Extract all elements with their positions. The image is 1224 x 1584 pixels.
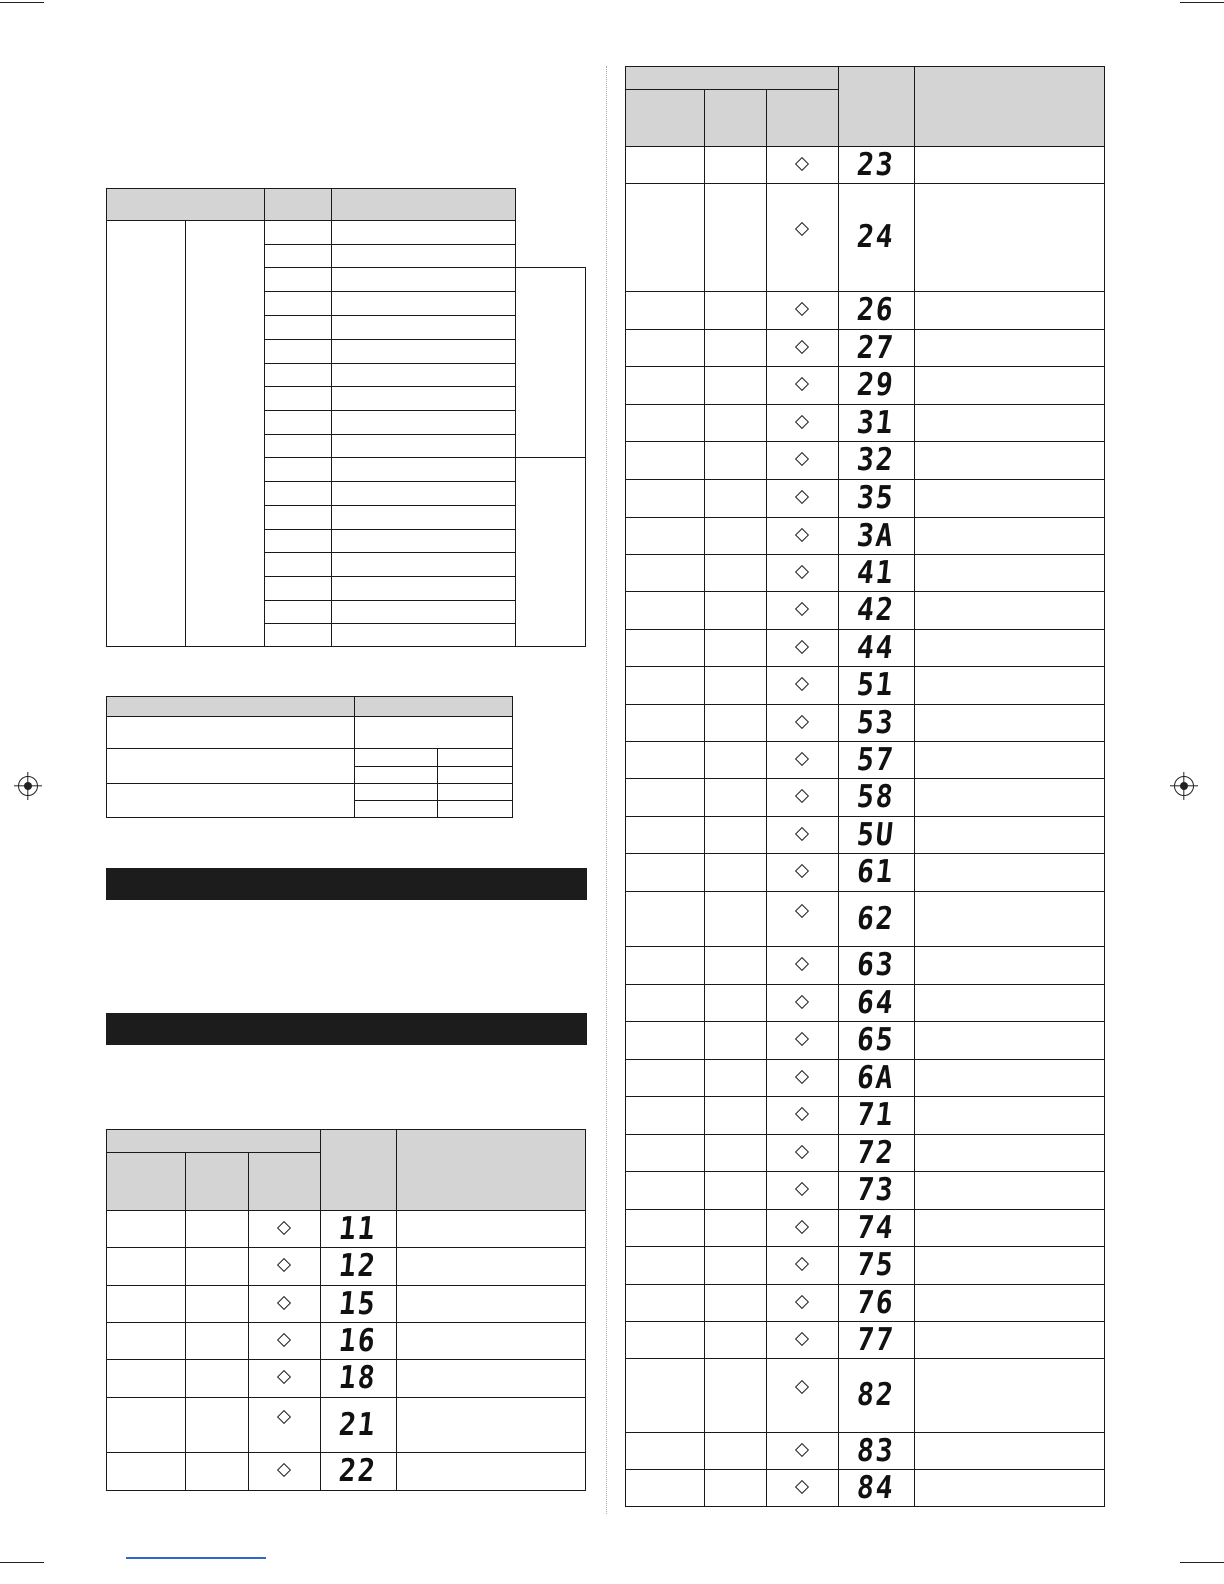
error-code: 57 bbox=[855, 740, 897, 778]
diamond-icon bbox=[766, 1369, 838, 1405]
diamond-icon bbox=[766, 629, 838, 665]
crop-mark-bottom-right bbox=[1180, 1562, 1224, 1563]
error-code: 22 bbox=[337, 1451, 379, 1489]
error-code: 16 bbox=[337, 1321, 379, 1359]
error-code: 65 bbox=[855, 1020, 897, 1058]
diamond-icon bbox=[766, 1246, 838, 1282]
diamond-icon bbox=[766, 1171, 838, 1207]
error-code: 72 bbox=[855, 1133, 897, 1171]
diamond-icon bbox=[766, 1021, 838, 1057]
diamond-icon bbox=[766, 366, 838, 402]
error-code: 18 bbox=[337, 1358, 379, 1396]
section-header-bar-2 bbox=[106, 1013, 587, 1045]
error-code: 44 bbox=[855, 628, 897, 666]
crop-mark-bottom-left bbox=[0, 1562, 44, 1563]
crop-mark-top-left bbox=[0, 2, 44, 3]
error-code: 73 bbox=[855, 1170, 897, 1208]
error-code: 41 bbox=[855, 553, 897, 591]
error-code: 76 bbox=[855, 1283, 897, 1321]
diamond-icon bbox=[766, 946, 838, 982]
error-code: 58 bbox=[855, 777, 897, 815]
diamond-icon bbox=[766, 704, 838, 740]
diamond-icon bbox=[766, 146, 838, 182]
error-code: 32 bbox=[855, 440, 897, 478]
diamond-icon bbox=[766, 291, 838, 327]
diamond-icon bbox=[766, 404, 838, 440]
diamond-icon bbox=[766, 1096, 838, 1132]
error-code: 84 bbox=[855, 1468, 897, 1506]
diamond-icon bbox=[766, 1432, 838, 1468]
footer-rule bbox=[126, 1557, 266, 1559]
diamond-icon bbox=[766, 984, 838, 1020]
error-code: 23 bbox=[855, 145, 897, 183]
diamond-icon bbox=[248, 1452, 320, 1488]
error-code: 77 bbox=[855, 1320, 897, 1358]
section-header-bar-1 bbox=[106, 868, 587, 900]
diamond-icon bbox=[766, 591, 838, 627]
error-code: 51 bbox=[855, 665, 897, 703]
diamond-icon bbox=[766, 329, 838, 365]
error-code: 24 bbox=[855, 217, 897, 255]
error-code: 35 bbox=[855, 478, 897, 516]
error-code: 42 bbox=[855, 590, 897, 628]
diamond-icon bbox=[248, 1247, 320, 1283]
error-code: 75 bbox=[855, 1245, 897, 1283]
error-code: 21 bbox=[337, 1405, 379, 1443]
error-code: 82 bbox=[855, 1375, 897, 1413]
diamond-icon bbox=[248, 1285, 320, 1321]
error-code: 53 bbox=[855, 703, 897, 741]
column-divider bbox=[606, 66, 607, 1514]
error-code: 11 bbox=[337, 1209, 379, 1247]
diamond-icon bbox=[766, 778, 838, 814]
error-code: 71 bbox=[855, 1095, 897, 1133]
diamond-icon bbox=[766, 1284, 838, 1320]
diamond-icon bbox=[248, 1359, 320, 1395]
error-code: 61 bbox=[855, 852, 897, 890]
diamond-icon bbox=[766, 479, 838, 515]
error-code: 74 bbox=[855, 1208, 897, 1246]
error-code: 83 bbox=[855, 1431, 897, 1469]
diamond-icon bbox=[766, 554, 838, 590]
diamond-icon bbox=[766, 1469, 838, 1505]
error-code: 6A bbox=[855, 1058, 897, 1096]
error-code: 5U bbox=[855, 815, 897, 853]
error-code: 63 bbox=[855, 945, 897, 983]
error-code: 62 bbox=[855, 899, 897, 937]
error-code: 29 bbox=[855, 365, 897, 403]
registration-mark-left-icon bbox=[18, 776, 38, 796]
diamond-icon bbox=[766, 211, 838, 247]
diamond-icon bbox=[766, 1134, 838, 1170]
error-code: 15 bbox=[337, 1284, 379, 1322]
error-code: 3A bbox=[855, 516, 897, 554]
diamond-icon bbox=[766, 441, 838, 477]
diamond-icon bbox=[766, 741, 838, 777]
diamond-icon bbox=[248, 1210, 320, 1246]
diamond-icon bbox=[766, 1209, 838, 1245]
error-code: 27 bbox=[855, 328, 897, 366]
error-code: 64 bbox=[855, 983, 897, 1021]
diamond-icon bbox=[766, 1321, 838, 1357]
error-code: 31 bbox=[855, 403, 897, 441]
diamond-icon bbox=[248, 1399, 320, 1435]
diamond-icon bbox=[248, 1322, 320, 1358]
error-code: 26 bbox=[855, 290, 897, 328]
crop-mark-top-right bbox=[1180, 2, 1224, 3]
registration-mark-right-icon bbox=[1174, 776, 1194, 796]
diamond-icon bbox=[766, 1059, 838, 1095]
diamond-icon bbox=[766, 666, 838, 702]
error-code: 12 bbox=[337, 1246, 379, 1284]
diamond-icon bbox=[766, 517, 838, 553]
diamond-icon bbox=[766, 816, 838, 852]
diamond-icon bbox=[766, 893, 838, 929]
diamond-icon bbox=[766, 853, 838, 889]
